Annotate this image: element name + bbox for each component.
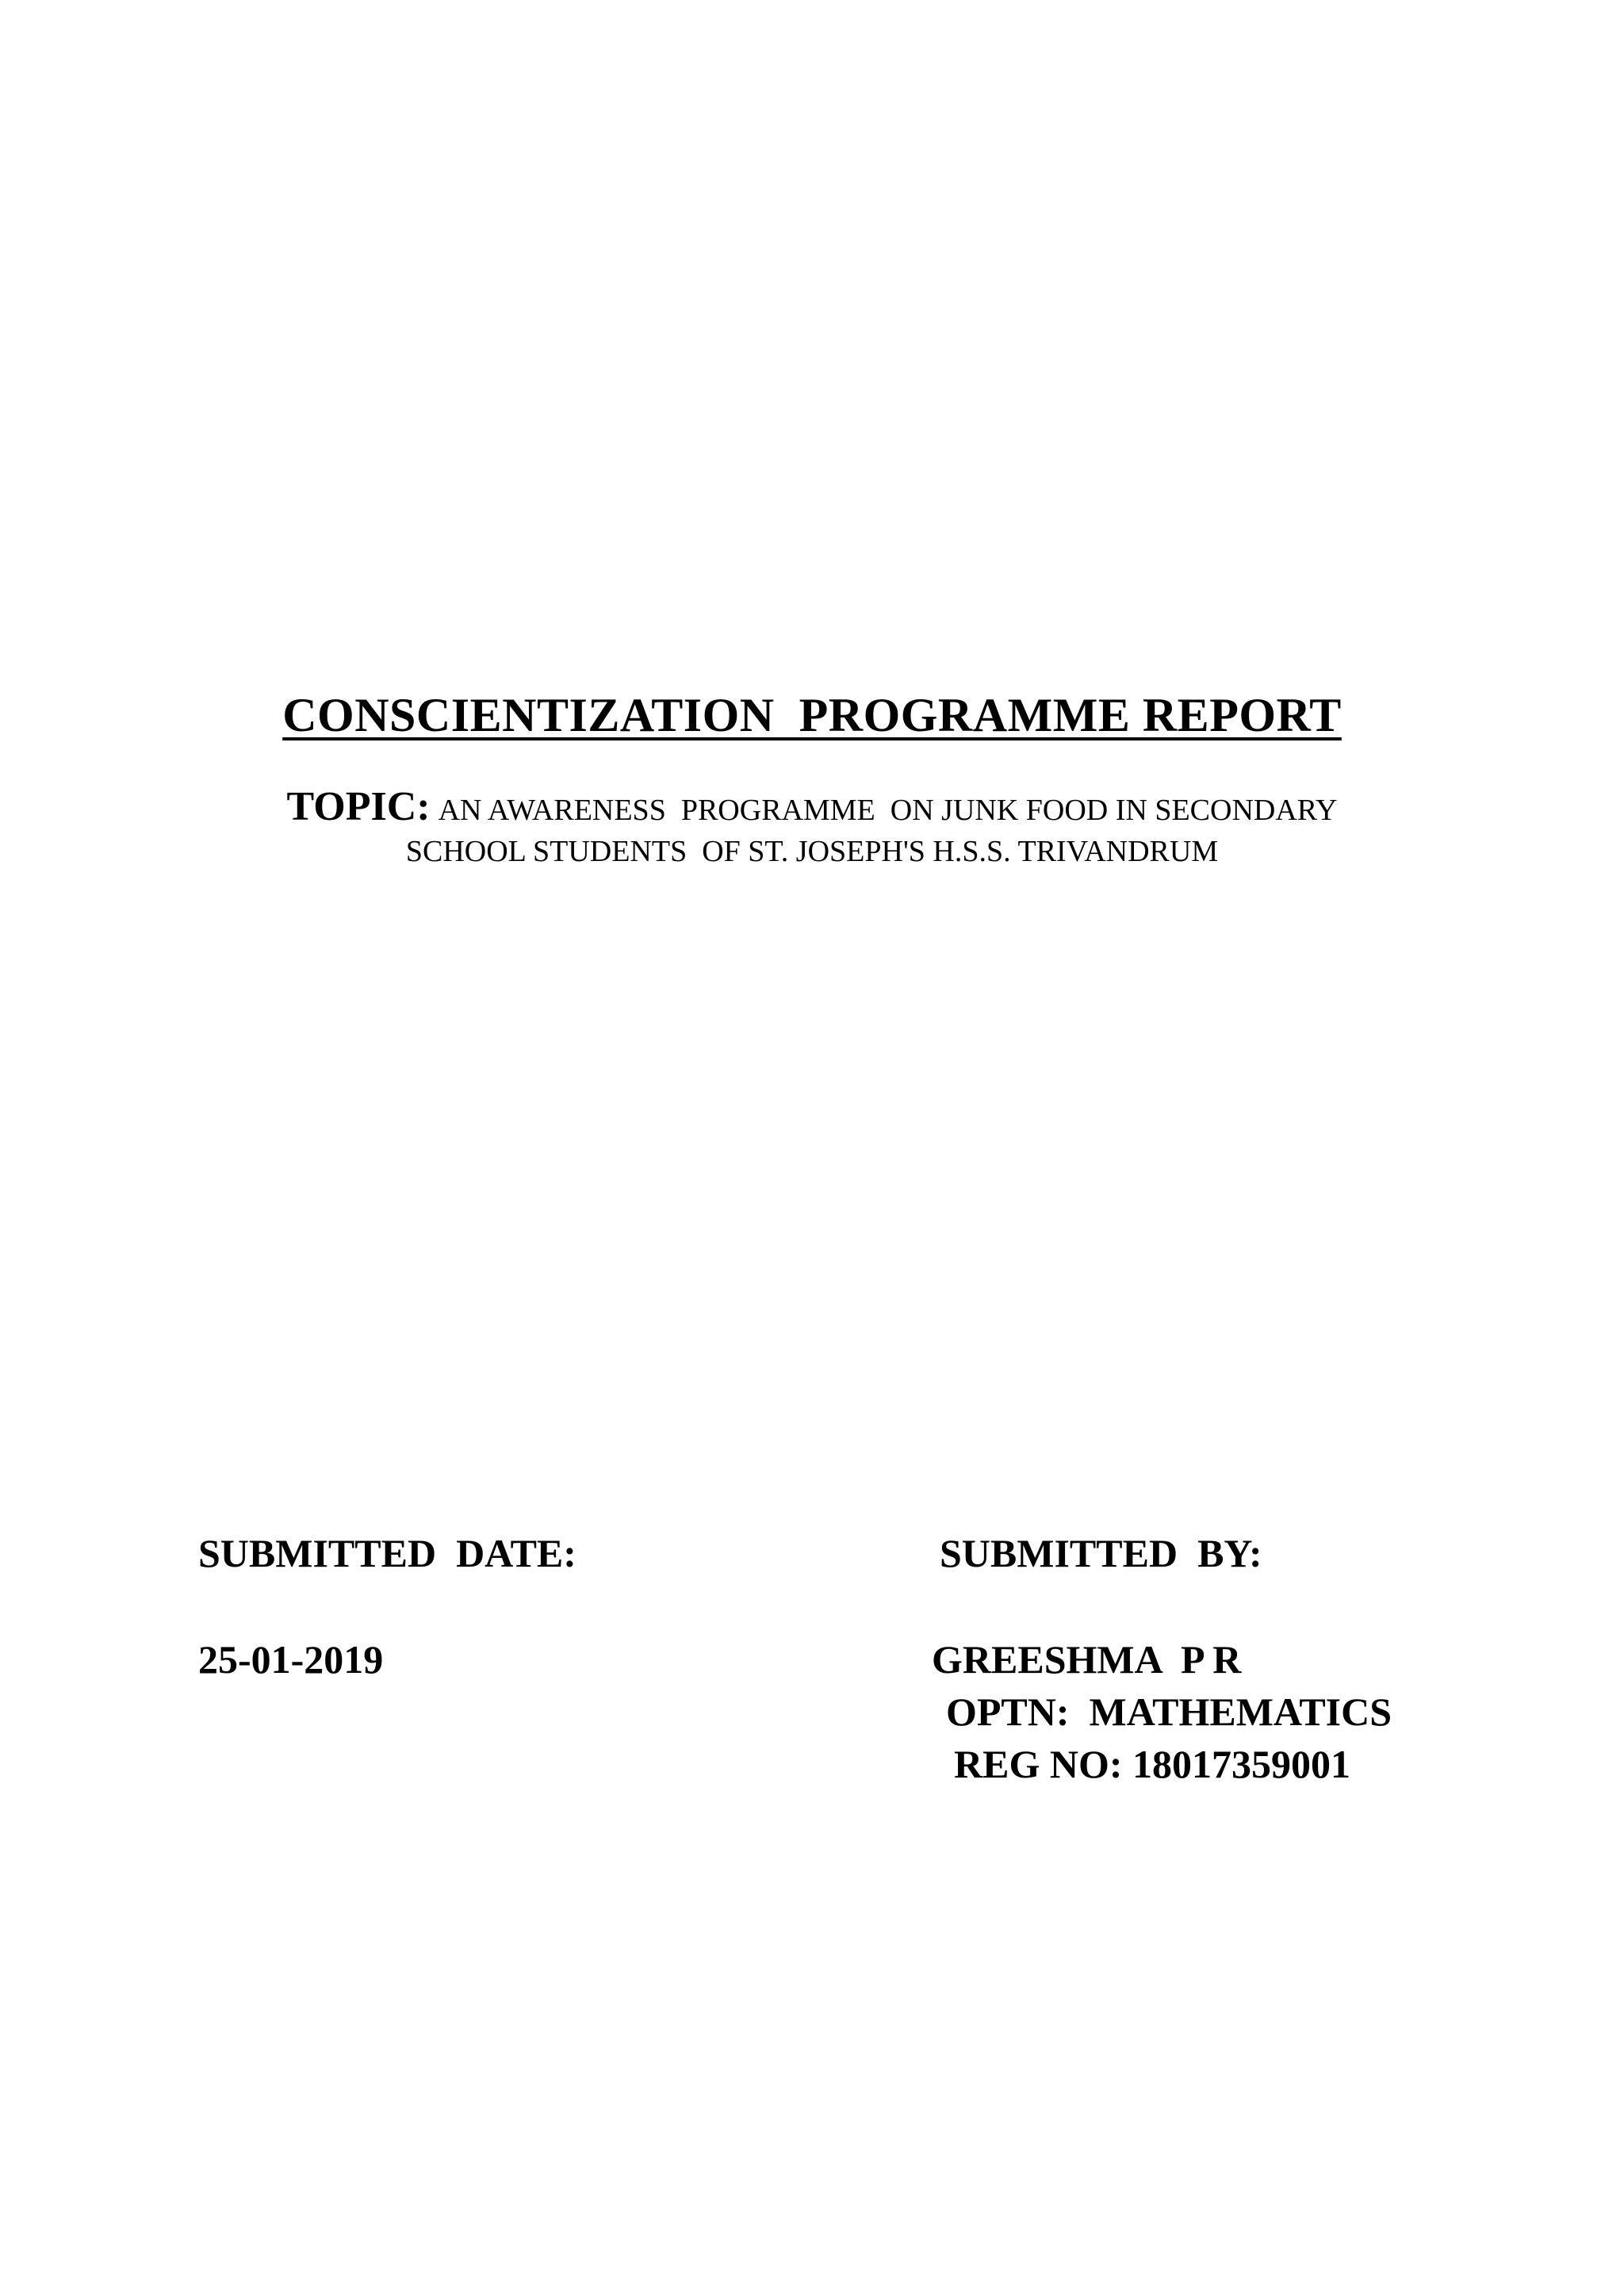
submitter-name: GREESHMA P R bbox=[932, 1637, 1242, 1682]
topic-text-line-2: SCHOOL STUDENTS OF ST. JOSEPH'S H.S.S. TRIVANDRUM bbox=[405, 835, 1219, 868]
submitted-date-value: 25-01-2019 bbox=[198, 1637, 384, 1682]
submitted-date-label: SUBMITTED DATE: bbox=[198, 1531, 576, 1575]
topic-label: TOPIC: bbox=[286, 784, 431, 829]
submitter-reg-no: REG NO: 18017359001 bbox=[954, 1742, 1350, 1786]
submitter-option: OPTN: MATHEMATICS bbox=[946, 1689, 1392, 1734]
topic-line-1 bbox=[0, 783, 1624, 830]
report-title-text: CONSCIENTIZATION PROGRAMME REPORT bbox=[282, 689, 1342, 741]
topic-text-line-1: AN AWARENESS PROGRAMME ON JUNK FOOD IN SECONDARY bbox=[438, 794, 1338, 827]
submitted-by-label: SUBMITTED BY: bbox=[940, 1531, 1262, 1575]
report-title bbox=[0, 688, 1624, 743]
